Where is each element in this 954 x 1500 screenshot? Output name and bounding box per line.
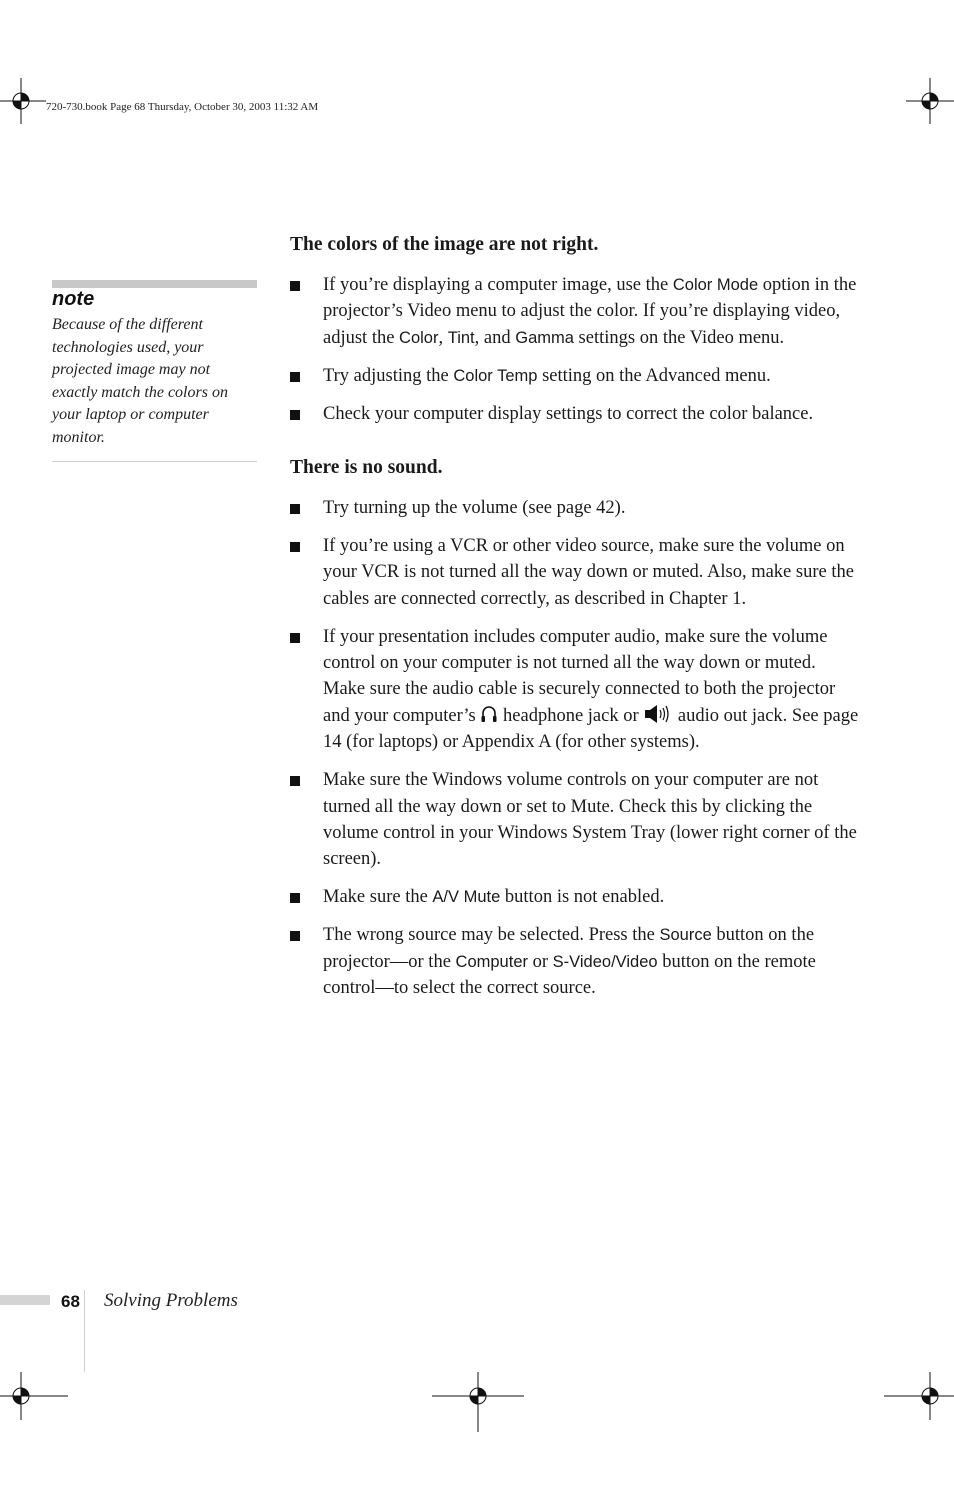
bullet-square-icon — [290, 372, 300, 382]
list-item: If you’re using a VCR or other video source, make sure the volume on your VCR is not turned all the way down or muted. Also, make sure the cables are connected correctly, as described in Chapter 1. — [290, 533, 860, 612]
note-line: your laptop or computer — [52, 406, 209, 424]
list-item: If your presentation includes computer audio, make sure the volume control on your computer is not turned all the way down or muted. Make sure the audio cable is securely connected to both the projector and your computer’s headphone jack or audio out jack. See page 14 (for laptops) or Appendix A (for other systems). — [290, 624, 860, 756]
chapter-title: Solving Problems — [104, 1290, 238, 1311]
footer-divider — [84, 1290, 85, 1372]
sound-bullet-list — [290, 495, 860, 1001]
note-line: technologies used, your — [52, 338, 204, 356]
main-content — [290, 230, 860, 1013]
registration-mark-top-right — [906, 78, 954, 124]
registration-mark-top-left — [0, 78, 46, 124]
bullet-square-icon — [290, 776, 300, 786]
page-number: 68 — [61, 1292, 80, 1311]
bullet-square-icon — [290, 893, 300, 903]
section-heading-colors: The colors of the image are not right. — [290, 234, 599, 255]
list-item: Try turning up the volume (see page 42). — [290, 495, 860, 521]
list-item: Check your computer display settings to correct the color balance. — [290, 401, 860, 427]
registration-mark-bottom-left — [0, 1372, 68, 1420]
bullet-square-icon — [290, 931, 300, 941]
speaker-icon — [643, 704, 673, 724]
list-item: Make sure the A/V Mute button is not enabled. — [290, 884, 860, 910]
colors-bullet-list — [290, 272, 860, 427]
button-term: Computer — [455, 952, 528, 971]
menu-term: Color Temp — [453, 366, 538, 385]
footer-bar — [0, 1295, 50, 1305]
list-item: If you’re displaying a computer image, use the Color Mode option in the projector’s Video menu to adjust the color. If you’re displaying video, adjust the Color, Tint, and Gamma settings on the Video menu. — [290, 272, 860, 351]
bullet-square-icon — [290, 633, 300, 643]
list-item: The wrong source may be selected. Press the Source button on the projector—or the Computer or S-Video/Video button on the remote control—to select the correct source. — [290, 922, 860, 1001]
menu-term: Tint — [447, 328, 475, 347]
file-stamp: 720-730.book Page 68 Thursday, October 30, 2003 11:32 AM — [46, 101, 319, 113]
bullet-square-icon — [290, 504, 300, 514]
button-term: Source — [659, 926, 712, 945]
note-line: projected image may not — [52, 361, 211, 379]
bullet-square-icon — [290, 281, 300, 291]
button-term: S-Video/Video — [552, 952, 658, 971]
bullet-square-icon — [290, 410, 300, 420]
button-term: A/V Mute — [432, 888, 501, 907]
note-line: monitor. — [52, 428, 105, 446]
bullet-square-icon — [290, 542, 300, 552]
list-item: Make sure the Windows volume controls on your computer are not turned all the way down or set to Mute. Check this by clicking the volume control in your Windows System Tray (lower right corner of the screen). — [290, 767, 860, 873]
note-line: exactly match the colors on — [52, 383, 228, 401]
menu-term: Color Mode — [672, 276, 759, 294]
list-item: Try adjusting the Color Temp setting on the Advanced menu. — [290, 363, 860, 389]
note-top-rule — [52, 280, 257, 288]
registration-mark-bottom-right — [884, 1372, 954, 1420]
note-bottom-rule — [52, 461, 257, 462]
note-title: note — [52, 288, 95, 310]
note-line: Because of the different — [52, 316, 203, 333]
menu-term: Gamma — [515, 328, 574, 347]
note-body — [52, 314, 252, 450]
section-heading-sound: There is no sound. — [290, 457, 443, 479]
registration-mark-bottom-center — [432, 1372, 524, 1432]
headphone-icon — [480, 704, 498, 724]
menu-term: Color — [399, 328, 439, 347]
